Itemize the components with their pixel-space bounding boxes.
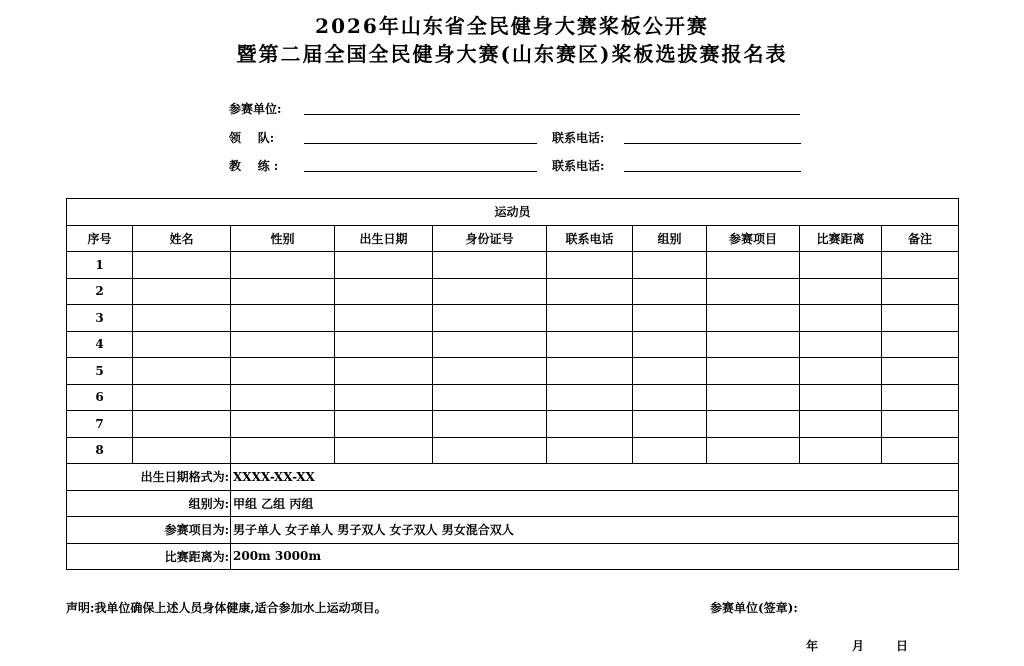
- cell-gender[interactable]: [231, 305, 335, 332]
- cell-id-number[interactable]: [433, 411, 547, 438]
- col-header-event: 参赛项目: [707, 225, 800, 252]
- cell-distance[interactable]: [800, 358, 882, 385]
- cell-remarks[interactable]: [882, 305, 959, 332]
- note-label: 组别为:: [67, 490, 231, 517]
- note-value: 200m 3000m: [231, 543, 959, 570]
- athletes-section-header: 运动员: [67, 199, 959, 226]
- cell-phone[interactable]: [547, 278, 633, 305]
- signature-label: 参赛单位(签章):: [710, 601, 798, 615]
- cell-group[interactable]: [633, 278, 707, 305]
- leader-input-line[interactable]: [304, 143, 537, 144]
- row-number: 1: [67, 252, 133, 279]
- cell-remarks[interactable]: [882, 437, 959, 464]
- date-year-label: 年: [806, 639, 819, 653]
- note-label: 参赛项目为:: [67, 517, 231, 544]
- cell-name[interactable]: [133, 252, 231, 279]
- cell-id-number[interactable]: [433, 358, 547, 385]
- col-header-group: 组别: [633, 225, 707, 252]
- cell-event[interactable]: [707, 278, 800, 305]
- form-title-line2: 暨第二届全国全民健身大赛(山东赛区)桨板选拔赛报名表: [236, 42, 788, 66]
- col-header-phone: 联系电话: [547, 225, 633, 252]
- cell-name[interactable]: [133, 278, 231, 305]
- cell-event[interactable]: [707, 411, 800, 438]
- cell-event[interactable]: [707, 384, 800, 411]
- row-number: 3: [67, 305, 133, 332]
- cell-id-number[interactable]: [433, 437, 547, 464]
- note-row-event: [67, 517, 959, 544]
- cell-name[interactable]: [133, 411, 231, 438]
- cell-remarks[interactable]: [882, 331, 959, 358]
- athlete-row: [67, 358, 959, 385]
- cell-remarks[interactable]: [882, 411, 959, 438]
- cell-id-number[interactable]: [433, 252, 547, 279]
- coach-phone-input-line[interactable]: [624, 171, 801, 172]
- cell-gender[interactable]: [231, 252, 335, 279]
- row-number: 4: [67, 331, 133, 358]
- leader-label: 领 队:: [229, 131, 275, 145]
- col-header-remarks: 备注: [882, 225, 959, 252]
- declaration-text: 声明:我单位确保上述人员身体健康,适合参加水上运动项目。: [66, 601, 387, 615]
- cell-birthdate[interactable]: [335, 278, 433, 305]
- cell-remarks[interactable]: [882, 384, 959, 411]
- cell-phone[interactable]: [547, 411, 633, 438]
- row-number: 8: [67, 437, 133, 464]
- athlete-row: [67, 384, 959, 411]
- row-number: 5: [67, 358, 133, 385]
- athlete-row: [67, 331, 959, 358]
- row-number: 2: [67, 278, 133, 305]
- cell-group[interactable]: [633, 384, 707, 411]
- cell-remarks[interactable]: [882, 278, 959, 305]
- cell-group[interactable]: [633, 437, 707, 464]
- cell-distance[interactable]: [800, 331, 882, 358]
- cell-phone[interactable]: [547, 305, 633, 332]
- cell-name[interactable]: [133, 358, 231, 385]
- col-header-birthdate: 出生日期: [335, 225, 433, 252]
- cell-id-number[interactable]: [433, 331, 547, 358]
- cell-distance[interactable]: [800, 305, 882, 332]
- cell-gender[interactable]: [231, 358, 335, 385]
- cell-name[interactable]: [133, 305, 231, 332]
- col-header-id-number: 身份证号: [433, 225, 547, 252]
- cell-group[interactable]: [633, 411, 707, 438]
- cell-phone[interactable]: [547, 384, 633, 411]
- note-label: 比赛距离为:: [67, 543, 231, 570]
- cell-birthdate[interactable]: [335, 358, 433, 385]
- unit-label: 参赛单位:: [229, 102, 282, 116]
- cell-gender[interactable]: [231, 384, 335, 411]
- cell-name[interactable]: [133, 437, 231, 464]
- athlete-row: [67, 437, 959, 464]
- cell-id-number[interactable]: [433, 278, 547, 305]
- cell-phone[interactable]: [547, 437, 633, 464]
- cell-birthdate[interactable]: [335, 384, 433, 411]
- unit-input-line[interactable]: [304, 114, 800, 115]
- coach-label: 教 练 :: [229, 159, 279, 173]
- cell-group[interactable]: [633, 358, 707, 385]
- col-header-distance: 比赛距离: [800, 225, 882, 252]
- cell-birthdate[interactable]: [335, 305, 433, 332]
- col-header-seq: 序号: [67, 225, 133, 252]
- cell-remarks[interactable]: [882, 252, 959, 279]
- cell-remarks[interactable]: [882, 358, 959, 385]
- coach-input-line[interactable]: [304, 171, 537, 172]
- cell-group[interactable]: [633, 252, 707, 279]
- cell-phone[interactable]: [547, 252, 633, 279]
- cell-id-number[interactable]: [433, 384, 547, 411]
- cell-gender[interactable]: [231, 411, 335, 438]
- col-header-name: 姓名: [133, 225, 231, 252]
- athlete-row: [67, 411, 959, 438]
- note-row-distance: [67, 543, 959, 570]
- cell-gender[interactable]: [231, 278, 335, 305]
- cell-birthdate[interactable]: [335, 411, 433, 438]
- cell-event[interactable]: [707, 358, 800, 385]
- cell-birthdate[interactable]: [335, 331, 433, 358]
- note-value: 甲组 乙组 丙组: [231, 490, 959, 517]
- cell-birthdate[interactable]: [335, 252, 433, 279]
- athlete-row: [67, 252, 959, 279]
- coach-phone-label: 联系电话:: [552, 159, 605, 173]
- cell-distance[interactable]: [800, 411, 882, 438]
- form-title-line1: 2026年山东省全民健身大赛桨板公开赛: [315, 14, 709, 38]
- cell-distance[interactable]: [800, 252, 882, 279]
- cell-event[interactable]: [707, 305, 800, 332]
- col-header-gender: 性别: [231, 225, 335, 252]
- cell-group[interactable]: [633, 305, 707, 332]
- cell-birthdate[interactable]: [335, 437, 433, 464]
- cell-name[interactable]: [133, 384, 231, 411]
- note-row-group: [67, 490, 959, 517]
- row-number: 7: [67, 411, 133, 438]
- cell-event[interactable]: [707, 331, 800, 358]
- cell-gender[interactable]: [231, 331, 335, 358]
- note-row-birthdate: [67, 464, 959, 491]
- cell-group[interactable]: [633, 331, 707, 358]
- cell-distance[interactable]: [800, 437, 882, 464]
- athlete-row: [67, 278, 959, 305]
- date-day-label: 日: [896, 639, 909, 653]
- cell-id-number[interactable]: [433, 305, 547, 332]
- note-value: 男子单人 女子单人 男子双人 女子双人 男女混合双人: [231, 517, 959, 544]
- row-number: 6: [67, 384, 133, 411]
- column-header-row: [67, 225, 959, 252]
- cell-distance[interactable]: [800, 384, 882, 411]
- cell-name[interactable]: [133, 331, 231, 358]
- registration-table: [66, 198, 959, 570]
- leader-phone-label: 联系电话:: [552, 131, 605, 145]
- date-month-label: 月: [852, 639, 865, 653]
- leader-phone-input-line[interactable]: [624, 143, 801, 144]
- cell-distance[interactable]: [800, 278, 882, 305]
- note-label: 出生日期格式为:: [67, 464, 231, 491]
- cell-event[interactable]: [707, 437, 800, 464]
- athlete-row: [67, 305, 959, 332]
- cell-gender[interactable]: [231, 437, 335, 464]
- note-value: XXXX-XX-XX: [231, 464, 959, 491]
- cell-phone[interactable]: [547, 358, 633, 385]
- cell-phone[interactable]: [547, 331, 633, 358]
- cell-event[interactable]: [707, 252, 800, 279]
